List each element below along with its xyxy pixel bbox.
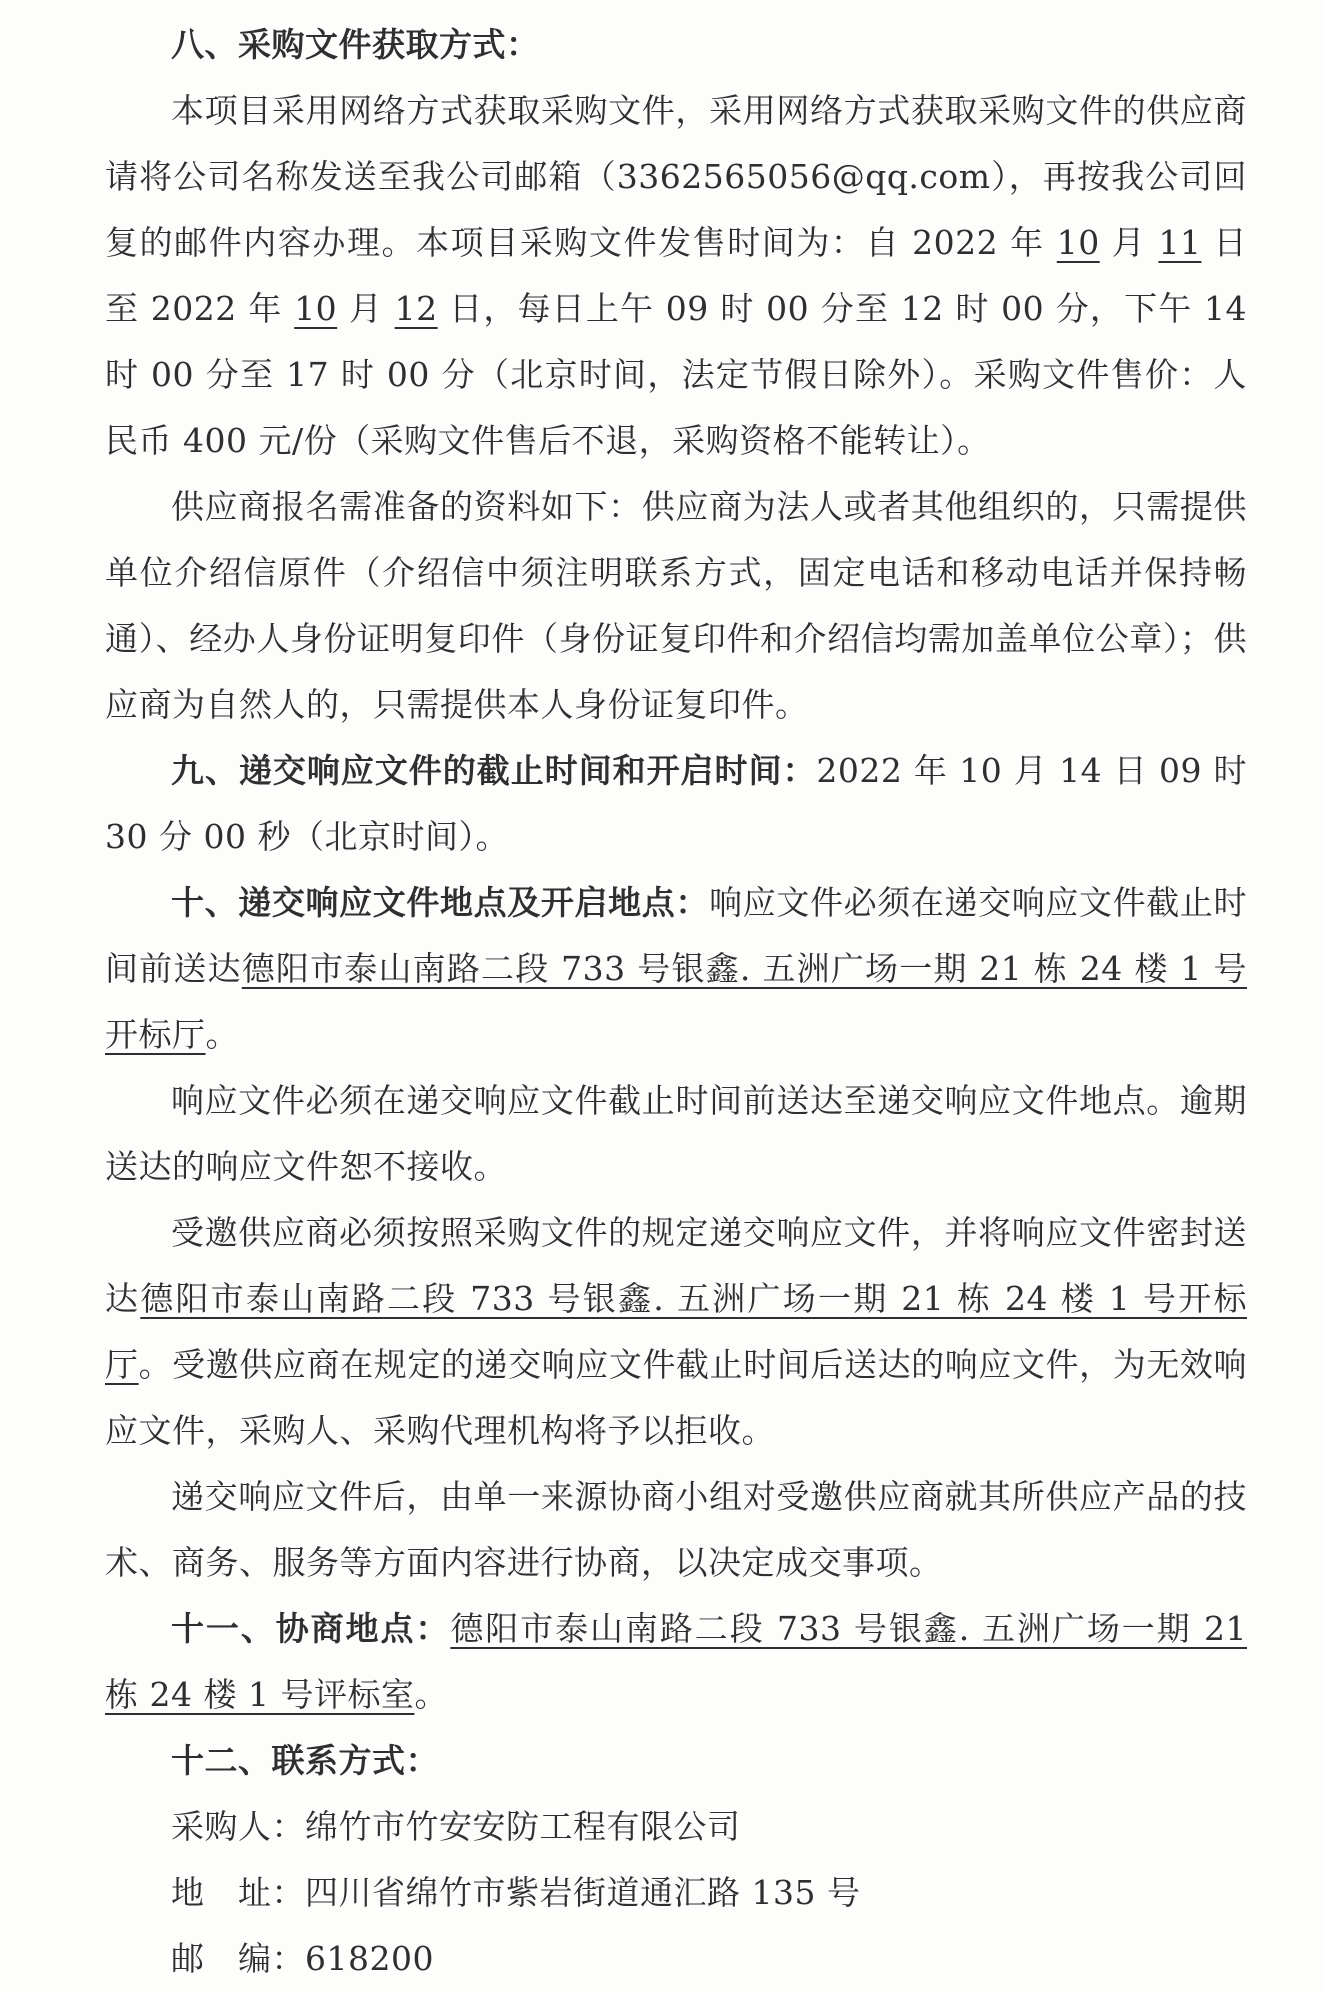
underlined-address-text: 12 [394, 289, 438, 328]
body-text: 供应商报名需准备的资料如下：供应商为法人或者其他组织的，只需提供单位介绍信原件（介绍信中须注明联系方式，固定电话和移动电话并保持畅通）、经办人身份证明复印件（身份证复印件和介绍信均需加盖单位公章）；供应商为自然人的，只需提供本人身份证复印件。 [105, 487, 1247, 724]
section-heading-text: 八、采购文件获取方式： [171, 25, 540, 64]
section-heading-text: 九、递交响应文件的截止时间和开启时间： [171, 751, 817, 790]
underlined-address-text: 10 [294, 289, 338, 328]
section-10-location [105, 870, 1247, 1068]
section-8-heading [105, 12, 1247, 78]
underlined-address-text: 10 [1056, 223, 1100, 262]
underlined-address-text: 11 [1158, 223, 1202, 262]
section-heading-text: 十一、协商地点： [171, 1609, 451, 1648]
contact-postcode [105, 1926, 1247, 1992]
body-text: 递交响应文件后，由单一来源协商小组对受邀供应商就其所供应产品的技术、商务、服务等方面内容进行协商，以决定成交事项。 [105, 1477, 1247, 1582]
body-text: 本项目采用网络方式获取采购文件，采用网络方式获取采购文件的供应商请将公司名称发送至我公司邮箱（3362565056@qq.com），再按我公司回复的邮件内容办理。本项目采购文件发售时间为：自 2022 年 [105, 91, 1247, 262]
para-file-acquisition [105, 78, 1247, 474]
body-text: 。受邀供应商在规定的递交响应文件截止时间后送达的响应文件，为无效响应文件，采购人、采购代理机构将予以拒收。 [105, 1345, 1248, 1450]
para-late-delivery [105, 1068, 1247, 1200]
para-registration-materials [105, 474, 1247, 738]
body-text: 采购人：绵竹市竹安安防工程有限公司 [171, 1807, 741, 1846]
document-body [105, 12, 1247, 1992]
body-text: 邮 编：618200 [171, 1939, 434, 1978]
body-text: 受邀供应商必须按照采购文件的规定递交响应文件，并将响应文件密封送达 [105, 1213, 1247, 1318]
body-text: 2022 年 10 月 14 日 09 时 30 分 00 秒（北京时间）。 [105, 751, 1247, 856]
body-text: 日，每日上午 09 时 00 分至 12 时 00 分，下午 14 时 00 分至 17 时 00 分（北京时间，法定节假日除外）。采购文件售价：人民币 400 元/份（采购文件售后不退，采购资格不能转让）。 [105, 289, 1247, 460]
body-text: 地 址：四川省绵竹市紫岩街道通汇路 135 号 [171, 1873, 861, 1912]
section-heading-text: 十二、联系方式： [171, 1741, 439, 1780]
contact-purchaser [105, 1794, 1247, 1860]
para-sealed-delivery [105, 1200, 1247, 1464]
body-text: 月 [337, 289, 395, 328]
body-text: 。 [205, 1015, 239, 1054]
section-12-contact-heading [105, 1728, 1247, 1794]
body-text: 。 [414, 1675, 448, 1714]
section-11-negotiation-location [105, 1596, 1247, 1728]
section-heading-text: 十、递交响应文件地点及开启地点： [171, 883, 710, 922]
underlined-address-text: 德阳市泰山南路二段 733 号银鑫. 五洲广场一期 21 栋 24 楼 1 号开标厅 [105, 1279, 1247, 1384]
section-9-deadline [105, 738, 1247, 870]
body-text: 响应文件必须在递交响应文件截止时间前送达至递交响应文件地点。逾期送达的响应文件恕不接收。 [105, 1081, 1247, 1186]
para-negotiation-process [105, 1464, 1247, 1596]
body-text: 月 [1099, 223, 1159, 262]
contact-address [105, 1860, 1247, 1926]
body-text: 日至 2022 年 [105, 223, 1247, 328]
underlined-address-text: 德阳市泰山南路二段 733 号银鑫. 五洲广场一期 21 栋 24 楼 1 号开标厅 [105, 949, 1247, 1054]
underlined-address-text: 德阳市泰山南路二段 733 号银鑫. 五洲广场一期 21 栋 24 楼 1 号评标室 [105, 1609, 1247, 1714]
body-text: 响应文件必须在递交响应文件截止时间前送达 [105, 883, 1248, 988]
